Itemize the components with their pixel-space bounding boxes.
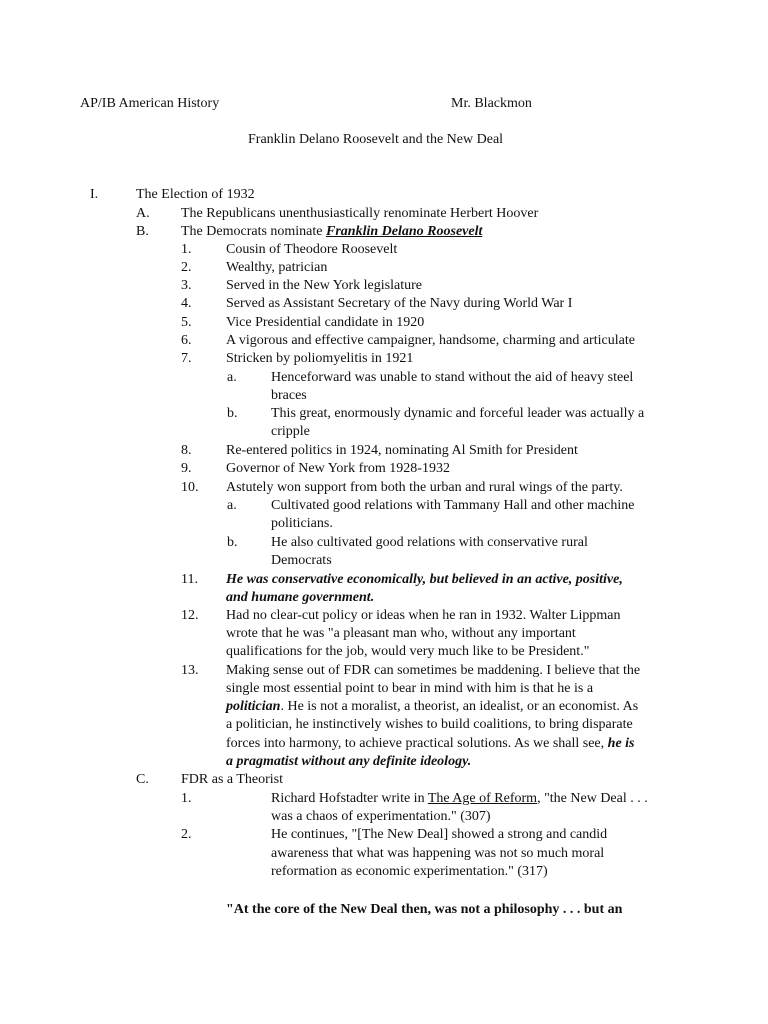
sub-item-continued: cripple [271, 424, 310, 439]
item-number: 8. [181, 443, 192, 458]
item-number: 4. [181, 296, 192, 311]
book-title: The Age of Reform [427, 791, 538, 806]
list-item: Making sense out of FDR can sometimes be maddening. I believe that the [226, 663, 641, 678]
list-item: Served as Assistant Secretary of the Navy during World War I [226, 296, 573, 311]
sub-item-letter: b. [227, 406, 238, 421]
list-item-continued [226, 735, 635, 753]
list-item-text: Richard Hofstadter write in [271, 791, 428, 806]
item-number: 12. [181, 608, 199, 623]
list-item-continued: awareness that what was happening was not so much moral [271, 846, 605, 861]
sub-item-letter: b. [227, 535, 238, 550]
list-item: Had no clear-cut policy or ideas when he ran in 1932. Walter Lippman [226, 608, 621, 623]
sub-item-letter: a. [227, 370, 237, 385]
item-number: 7. [181, 351, 192, 366]
item-number: 2. [181, 827, 192, 842]
sub-item: He also cultivated good relations with conservative rural [271, 535, 588, 550]
course-name: AP/IB American History [80, 96, 220, 111]
emphasized-item: He was conservative economically, but believed in an active, positive, [226, 572, 623, 587]
sub-item: Cultivated good relations with Tammany Hall and other machine [271, 498, 635, 513]
list-item-continued: was a chaos of experimentation." (307) [271, 809, 491, 824]
list-item: Served in the New York legislature [226, 278, 422, 293]
item-number: 2. [181, 260, 192, 275]
sub-item-continued: braces [271, 388, 307, 403]
subsection-number: A. [136, 206, 150, 221]
subsection-heading: The Republicans unenthusiastically renominate Herbert Hoover [181, 206, 539, 221]
list-item: A vigorous and effective campaigner, handsome, charming and articulate [226, 333, 635, 348]
item-number: 1. [181, 791, 192, 806]
list-item-continued: single most essential point to bear in mind with him is that he is a [226, 681, 594, 696]
subsection-text: The Democrats nominate [181, 224, 327, 239]
list-item: Governor of New York from 1928-1932 [226, 461, 450, 476]
sub-item-letter: a. [227, 498, 237, 513]
list-item: He continues, "[The New Deal] showed a strong and candid [271, 827, 608, 842]
sub-item: Henceforward was unable to stand without the aid of heavy steel [271, 370, 634, 385]
subsection-heading [181, 223, 482, 241]
item-number: 5. [181, 315, 192, 330]
item-number: 3. [181, 278, 192, 293]
subsection-number: C. [136, 772, 149, 787]
block-quote: "At the core of the New Deal then, was not a philosophy . . . but an [226, 902, 623, 917]
list-item: Astutely won support from both the urban and rural wings of the party. [226, 480, 623, 495]
item-number: 11. [181, 572, 198, 587]
list-item-text: forces into harmony, to achieve practical solutions. As we shall see, [226, 736, 608, 751]
teacher-name: Mr. Blackmon [451, 96, 532, 111]
list-item: Wealthy, patrician [226, 260, 328, 275]
sub-item: This great, enormously dynamic and forceful leader was actually a [271, 406, 645, 421]
item-number: 10. [181, 480, 199, 495]
emphasized-item-continued: and humane government. [226, 590, 375, 605]
list-item-continued: reformation as economic experimentation." (317) [271, 864, 548, 879]
subsection-heading: FDR as a Theorist [181, 772, 284, 787]
emphasized-phrase: a pragmatist without any definite ideology. [226, 754, 472, 769]
document-title: Franklin Delano Roosevelt and the New Deal [248, 132, 504, 147]
subsection-number: B. [136, 224, 149, 239]
list-item-continued: a politician, he instinctively wishes to build coalitions, to bring disparate [226, 717, 633, 732]
sub-item-continued: Democrats [271, 553, 332, 568]
list-item-continued: qualifications for the job, would very much like to be President." [226, 644, 590, 659]
list-item-text: . He is not a moralist, a theorist, an idealist, or an economist. As [280, 699, 639, 714]
list-item: Cousin of Theodore Roosevelt [226, 242, 398, 257]
list-item-text: , "the New Deal . . . [537, 791, 648, 806]
item-number: 6. [181, 333, 192, 348]
emphasized-phrase: he is [607, 736, 635, 751]
emphasized-name: Franklin Delano Roosevelt [326, 224, 483, 239]
item-number: 13. [181, 663, 199, 678]
item-number: 1. [181, 242, 192, 257]
emphasized-word: politician [226, 699, 281, 714]
sub-item-continued: politicians. [271, 516, 333, 531]
list-item [271, 790, 648, 808]
item-number: 9. [181, 461, 192, 476]
list-item: Stricken by poliomyelitis in 1921 [226, 351, 414, 366]
list-item: Re-entered politics in 1924, nominating Al Smith for President [226, 443, 578, 458]
list-item: Vice Presidential candidate in 1920 [226, 315, 425, 330]
list-item-continued: wrote that he was "a pleasant man who, without any important [226, 626, 576, 641]
list-item-continued [226, 698, 638, 716]
section-number: I. [90, 187, 99, 202]
section-heading: The Election of 1932 [136, 187, 255, 202]
